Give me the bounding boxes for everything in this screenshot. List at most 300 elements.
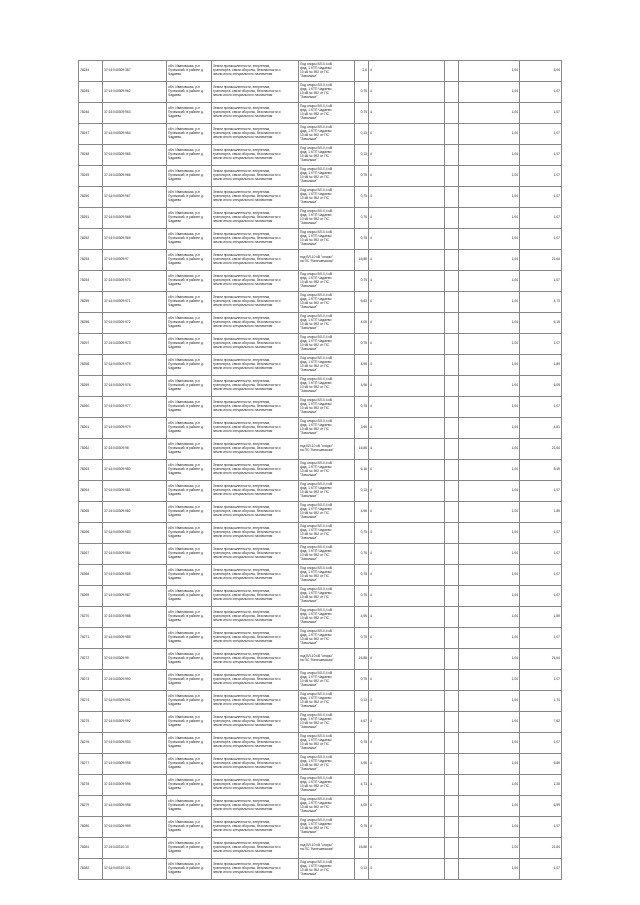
- land-registry-table: [78, 60, 562, 880]
- address-line: Пучежский, в районе д.: [168, 719, 204, 724]
- permitted-use-line: 10 кВ № 592 от ПС: [300, 637, 329, 641]
- address-line: обл. Ивановская, р-н: [168, 820, 200, 825]
- row-number: 78273: [79, 670, 103, 691]
- table-row: [79, 607, 562, 628]
- land-category: [212, 61, 299, 82]
- land-category: [212, 691, 299, 712]
- cadastral-number: 37:14:040309:996: [103, 775, 167, 796]
- land-category-line: Земли промышленности, энергетики,: [213, 736, 271, 741]
- permitted-use-line: 10 кВ № 592 от ПС: [300, 763, 329, 767]
- cadastral-number: 37:14:040309:97: [103, 250, 167, 271]
- cadastral-number: 37:14:040310:10: [103, 838, 167, 859]
- address-line: Чадаево: [168, 491, 182, 496]
- land-category-line: транспорта, связи обороны, безопасности и: [213, 782, 281, 787]
- permitted-use-line: "Заволжье": [300, 556, 318, 561]
- rate-value: 1,04: [459, 292, 520, 313]
- category-code: 4: [369, 376, 445, 397]
- table-row: [79, 670, 562, 691]
- permitted-use-line: "Заволжье": [300, 283, 318, 288]
- permitted-use-line: Под опоры ВЛ-0,4 кВ: [300, 419, 333, 424]
- permitted-use-line: фид. 1 КТП Чадаево: [300, 339, 332, 344]
- land-category-line: транспорта, связи обороны, безопасности и: [213, 257, 281, 262]
- permitted-use-line: Под опоры ВЛ-0,4 кВ: [300, 461, 333, 466]
- permitted-use: [299, 586, 355, 607]
- land-category-line: земли иного специального назначения: [213, 365, 273, 370]
- address-line: обл. Ивановская, р-н: [168, 547, 200, 552]
- category-code: 4: [369, 439, 445, 460]
- permitted-use-line: 10 кВ № 592 от ПС: [300, 532, 329, 536]
- permitted-use: [299, 502, 355, 523]
- address-line: Пучежский, в районе д.: [168, 89, 204, 94]
- table-row: [79, 691, 562, 712]
- permitted-use-line: Под опоры ВЛ-0,4 кВ: [300, 818, 333, 823]
- permitted-use-line: "Заволжье": [300, 157, 318, 162]
- permitted-use-line: Под опоры ВЛ-0,4 кВ: [300, 692, 333, 697]
- address-line: обл. Ивановская, р-н: [168, 652, 200, 657]
- category-code: 4: [369, 187, 445, 208]
- address: [167, 565, 212, 586]
- table-row: [79, 775, 562, 796]
- permitted-use: [299, 313, 355, 334]
- cadastral-number: 37:14:040309:981: [103, 481, 167, 502]
- permitted-use-line: 10 кВ № 592 от ПС: [300, 322, 329, 326]
- permitted-use-line: "Заволжье": [300, 808, 318, 813]
- permitted-use: [299, 838, 355, 859]
- permitted-use-line: 10 кВ № 592 от ПС: [300, 427, 329, 431]
- address: [167, 544, 212, 565]
- address: [167, 733, 212, 754]
- address-line: Чадаево: [168, 197, 182, 202]
- empty-cell: [445, 145, 459, 166]
- amount-value: 1,89: [520, 607, 562, 628]
- table-row: [79, 187, 562, 208]
- address-line: Пучежский, в районе д.: [168, 866, 204, 871]
- table-row: [79, 229, 562, 250]
- address-line: Пучежский, в районе д.: [168, 320, 204, 325]
- permitted-use-line: "Заволжье": [300, 388, 318, 393]
- land-category-line: транспорта, связи обороны, безопасности и: [213, 530, 281, 535]
- row-number: 78272: [79, 649, 103, 670]
- address: [167, 208, 212, 229]
- permitted-use-line: 10 кВ № 592 от ПС: [300, 595, 329, 599]
- permitted-use-line: фид. 1 КТП Чадаево: [300, 423, 332, 428]
- cadastral-number: 37:14:040309:995: [103, 754, 167, 775]
- land-category-line: Земли промышленности, энергетики,: [213, 85, 271, 90]
- land-category-line: транспорта, связи обороны, безопасности и: [213, 698, 281, 703]
- address-line: обл. Ивановская, р-н: [168, 505, 200, 510]
- permitted-use-line: "Заволжье": [300, 514, 318, 519]
- land-category-line: земли иного специального назначения: [213, 764, 273, 769]
- amount-value: 1,89: [520, 502, 562, 523]
- category-code: 4: [369, 250, 445, 271]
- area-value: 0,75: [355, 229, 369, 250]
- land-category-line: земли иного специального назначения: [213, 470, 273, 475]
- category-code: 4: [369, 712, 445, 733]
- permitted-use: [299, 103, 355, 124]
- amount-value: 1,07: [520, 82, 562, 103]
- land-category-line: земли иного специального назначения: [213, 743, 273, 748]
- address: [167, 439, 212, 460]
- address-line: Чадаево: [168, 722, 182, 727]
- address-line: обл. Ивановская, р-н: [168, 694, 200, 699]
- land-category: [212, 607, 299, 628]
- address-line: обл. Ивановская, р-н: [168, 610, 200, 615]
- permitted-use-line: фид. 1 КТП Чадаево: [300, 234, 332, 239]
- permitted-use-line: фид. 1 КТП Чадаево: [300, 780, 332, 785]
- permitted-use-line: фид. 1 КТП Чадаево: [300, 612, 332, 617]
- land-category: [212, 460, 299, 481]
- land-category-line: Земли промышленности, энергетики,: [213, 568, 271, 573]
- address-line: Пучежский, в районе д.: [168, 173, 204, 178]
- table-row: [79, 208, 562, 229]
- empty-cell: [445, 124, 459, 145]
- permitted-use-line: фид. 1 КТП Чадаево: [300, 591, 332, 596]
- area-value: 0,13: [355, 481, 369, 502]
- permitted-use-line: Под опоры ВЛ-0,4 кВ: [300, 146, 333, 151]
- rate-value: 1,04: [459, 838, 520, 859]
- permitted-use-line: Под опоры ВЛ-0,4 кВ: [300, 272, 333, 277]
- land-category: [212, 313, 299, 334]
- address: [167, 229, 212, 250]
- cadastral-number: 37:14:040309:972: [103, 313, 167, 334]
- address-line: Чадаево: [168, 176, 182, 181]
- cadastral-number: 37:14:040309:963: [103, 103, 167, 124]
- rate-value: 1,04: [459, 145, 520, 166]
- address-line: Пучежский, в районе д.: [168, 404, 204, 409]
- address-line: обл. Ивановская, р-н: [168, 106, 200, 111]
- rate-value: 1,04: [459, 796, 520, 817]
- empty-cell: [445, 439, 459, 460]
- area-value: 0,75: [355, 670, 369, 691]
- table-row: [79, 859, 562, 880]
- row-number: 78268: [79, 565, 103, 586]
- land-category: [212, 250, 299, 271]
- rate-value: 1,04: [459, 250, 520, 271]
- permitted-use-line: Под опоры ВЛ-0,4 кВ: [300, 314, 333, 319]
- table-body: [79, 61, 562, 880]
- permitted-use-line: Под опоры ВЛ-0,4 кВ: [300, 860, 333, 865]
- empty-cell: [445, 796, 459, 817]
- land-category-line: земли иного специального назначения: [213, 218, 273, 223]
- permitted-use-line: фид. 1 КТП Чадаево: [300, 759, 332, 764]
- land-category-line: Земли промышленности, энергетики,: [213, 274, 271, 279]
- table-row: [79, 565, 562, 586]
- permitted-use-line: фид. 1 КТП Чадаево: [300, 696, 332, 701]
- row-number: 78261: [79, 418, 103, 439]
- land-category-line: Земли промышленности, энергетики,: [213, 673, 271, 678]
- land-category-line: земли иного специального назначения: [213, 302, 273, 307]
- cadastral-number: 37:14:040309:983: [103, 523, 167, 544]
- address-line: Чадаево: [168, 869, 182, 874]
- category-code: 4: [369, 775, 445, 796]
- empty-cell: [445, 229, 459, 250]
- address-line: обл. Ивановская, р-н: [168, 526, 200, 531]
- address-line: Чадаево: [168, 512, 182, 517]
- table-row: [79, 103, 562, 124]
- address: [167, 166, 212, 187]
- permitted-use: [299, 439, 355, 460]
- permitted-use-line: 10 кВ № 592 от ПС: [300, 826, 329, 830]
- permitted-use-line: фид. 1 КТП Чадаево: [300, 402, 332, 407]
- land-category: [212, 334, 299, 355]
- rate-value: 1,04: [459, 502, 520, 523]
- address-line: Пучежский, в районе д.: [168, 824, 204, 829]
- address: [167, 523, 212, 544]
- table-row: [79, 250, 562, 271]
- table-row: [79, 166, 562, 187]
- rate-value: 1,04: [459, 124, 520, 145]
- rate-value: 1,04: [459, 439, 520, 460]
- empty-cell: [445, 670, 459, 691]
- address-line: Чадаево: [168, 134, 182, 139]
- category-code: 4: [369, 607, 445, 628]
- rate-value: 1,04: [459, 103, 520, 124]
- rate-value: 1,04: [459, 271, 520, 292]
- permitted-use-line: 10 кВ № 592 от ПС: [300, 742, 329, 746]
- permitted-use-line: 10 кВ № 592 от ПС: [300, 112, 329, 116]
- permitted-use-line: 10 кВ № 592 от ПС: [300, 196, 329, 200]
- permitted-use: [299, 61, 355, 82]
- empty-cell: [445, 733, 459, 754]
- address-line: обл. Ивановская, р-н: [168, 484, 200, 489]
- address: [167, 418, 212, 439]
- address-line: Чадаево: [168, 71, 182, 76]
- row-number: 78269: [79, 586, 103, 607]
- address-line: Пучежский, в районе д.: [168, 362, 204, 367]
- address: [167, 670, 212, 691]
- row-number: 78247: [79, 124, 103, 145]
- land-category-line: земли иного специального назначения: [213, 554, 273, 559]
- amount-value: 1,07: [520, 544, 562, 565]
- address-line: Пучежский, в районе д.: [168, 110, 204, 115]
- cadastral-number: 37:14:040309:985: [103, 565, 167, 586]
- land-category-line: транспорта, связи обороны, безопасности и: [213, 215, 281, 220]
- row-number: 78259: [79, 376, 103, 397]
- land-category-line: Земли промышленности, энергетики,: [213, 799, 271, 804]
- amount-value: 21,64: [520, 838, 562, 859]
- land-category: [212, 439, 299, 460]
- amount-value: 1,07: [520, 103, 562, 124]
- address-line: Чадаево: [168, 386, 182, 391]
- permitted-use: [299, 670, 355, 691]
- area-value: 0,75: [355, 523, 369, 544]
- land-category-line: транспорта, связи обороны, безопасности и: [213, 278, 281, 283]
- category-code: 4: [369, 355, 445, 376]
- category-code: 4: [369, 292, 445, 313]
- amount-value: 1,07: [520, 124, 562, 145]
- address-line: Чадаево: [168, 701, 182, 706]
- address-line: обл. Ивановская, р-н: [168, 400, 200, 405]
- rate-value: 1,04: [459, 460, 520, 481]
- address: [167, 691, 212, 712]
- amount-value: 1,89: [520, 355, 562, 376]
- area-value: 4,73: [355, 775, 369, 796]
- address: [167, 502, 212, 523]
- land-category-line: транспорта, связи обороны, безопасности и: [213, 593, 281, 598]
- land-category-line: транспорта, связи обороны, безопасности и: [213, 509, 281, 514]
- row-number: 78264: [79, 481, 103, 502]
- area-value: 0,75: [355, 565, 369, 586]
- permitted-use-line: 10 кВ № 592 от ПС: [300, 574, 329, 578]
- address: [167, 817, 212, 838]
- table-row: [79, 439, 562, 460]
- address: [167, 250, 212, 271]
- address-line: Чадаево: [168, 155, 182, 160]
- address-line: Чадаево: [168, 848, 182, 853]
- land-category: [212, 355, 299, 376]
- address-line: обл. Ивановская, р-н: [168, 379, 200, 384]
- empty-cell: [445, 607, 459, 628]
- land-category-line: земли иного специального назначения: [213, 701, 273, 706]
- amount-value: 1,07: [520, 397, 562, 418]
- amount-value: 1,07: [520, 229, 562, 250]
- permitted-use-line: фид. 1 КТП Чадаево: [300, 717, 332, 722]
- permitted-use-line: фид. 1 КТП Чадаево: [300, 864, 332, 869]
- area-value: 16,88: [355, 439, 369, 460]
- table-row: [79, 754, 562, 775]
- permitted-use-line: фид. 1 КТП Чадаево: [300, 570, 332, 575]
- permitted-use-line: Под опоры ВЛ-0,4 кВ: [300, 608, 333, 613]
- table-row: [79, 649, 562, 670]
- cadastral-number: 37:14:040309:990: [103, 670, 167, 691]
- cadastral-number: 37:14:040309:989: [103, 628, 167, 649]
- address-line: Пучежский, в районе д.: [168, 593, 204, 598]
- permitted-use: [299, 649, 355, 670]
- row-number: 78245: [79, 82, 103, 103]
- category-code: 4: [369, 859, 445, 880]
- amount-value: 6,89: [520, 754, 562, 775]
- permitted-use-line: 10 кВ № 592 от ПС: [300, 70, 329, 74]
- land-category-line: земли иного специального назначения: [213, 428, 273, 433]
- empty-cell: [445, 838, 459, 859]
- permitted-use-line: Под опоры ВЛ-0,4 кВ: [300, 125, 333, 130]
- permitted-use-line: на ПС "Кинешемская": [300, 448, 334, 452]
- table-row: [79, 334, 562, 355]
- cadastral-number: 37:14:040309:98: [103, 439, 167, 460]
- permitted-use-line: фид. 1 КТП Чадаево: [300, 381, 332, 386]
- permitted-use-line: 10 кВ № 592 от ПС: [300, 364, 329, 368]
- permitted-use-line: на ПС "Кинешемская": [300, 658, 334, 662]
- permitted-use: [299, 355, 355, 376]
- address-line: обл. Ивановская, р-н: [168, 631, 200, 636]
- land-category-line: Земли промышленности, энергетики,: [213, 190, 271, 195]
- land-category-line: Земли промышленности, энергетики,: [213, 631, 271, 636]
- permitted-use-line: Под опоры ВЛ-0,4 кВ: [300, 356, 333, 361]
- permitted-use-line: 10 кВ № 592 от ПС: [300, 343, 329, 347]
- address: [167, 796, 212, 817]
- cadastral-number: 37:14:040309:992: [103, 712, 167, 733]
- land-category-line: земли иного специального назначения: [213, 260, 273, 265]
- land-category-line: Земли промышленности, энергетики,: [213, 526, 271, 531]
- permitted-use-line: Под опоры ВЛ-0,4 кВ: [300, 482, 333, 487]
- category-code: 4: [369, 145, 445, 166]
- empty-cell: [445, 544, 459, 565]
- rate-value: 1,04: [459, 817, 520, 838]
- address-line: Пучежский, в районе д.: [168, 467, 204, 472]
- land-category-line: Земли промышленности, энергетики,: [213, 505, 271, 510]
- permitted-use: [299, 733, 355, 754]
- empty-cell: [445, 103, 459, 124]
- permitted-use-line: 10 кВ № 592 от ПС: [300, 385, 329, 389]
- category-code: 4: [369, 460, 445, 481]
- rate-value: 1,04: [459, 649, 520, 670]
- rate-value: 1,04: [459, 82, 520, 103]
- land-category-line: Земли промышленности, энергетики,: [213, 484, 271, 489]
- land-category-line: земли иного специального назначения: [213, 323, 273, 328]
- address-line: Пучежский, в районе д.: [168, 740, 204, 745]
- land-category: [212, 712, 299, 733]
- empty-cell: [445, 355, 459, 376]
- permitted-use-line: фид. 1 КТП Чадаево: [300, 276, 332, 281]
- address-line: Пучежский, в районе д.: [168, 698, 204, 703]
- address-line: Пучежский, в районе д.: [168, 425, 204, 430]
- permitted-use: [299, 712, 355, 733]
- empty-cell: [445, 292, 459, 313]
- cadastral-number: 37:14:040309:971: [103, 292, 167, 313]
- permitted-use-line: Под опоры ВЛ-0,4 кВ: [300, 734, 333, 739]
- address-line: обл. Ивановская, р-н: [168, 715, 200, 720]
- land-category: [212, 292, 299, 313]
- land-category-line: земли иного специального назначения: [213, 638, 273, 643]
- permitted-use-line: "Заволжье": [300, 325, 318, 330]
- row-number: 78267: [79, 544, 103, 565]
- amount-value: 1,07: [520, 733, 562, 754]
- land-category-line: Земли промышленности, энергетики,: [213, 211, 271, 216]
- area-value: 4,96: [355, 355, 369, 376]
- category-code: 4: [369, 481, 445, 502]
- row-number: 78254: [79, 271, 103, 292]
- land-category-line: земли иного специального назначения: [213, 575, 273, 580]
- permitted-use-line: Под опоры ВЛ-0,4 кВ: [300, 776, 333, 781]
- address: [167, 61, 212, 82]
- permitted-use-line: Под опоры ВЛ-0,4 кВ: [300, 335, 333, 340]
- cadastral-number: 37:14:040309:973: [103, 334, 167, 355]
- amount-value: 6,15: [520, 313, 562, 334]
- address-line: Чадаево: [168, 113, 182, 118]
- table-row: [79, 544, 562, 565]
- area-value: 0,75: [355, 103, 369, 124]
- cadastral-number: 37:14:040309:976: [103, 376, 167, 397]
- rate-value: 1,04: [459, 166, 520, 187]
- land-category-line: Земли промышленности, энергетики,: [213, 757, 271, 762]
- land-category-line: земли иного специального назначения: [213, 281, 273, 286]
- empty-cell: [445, 502, 459, 523]
- permitted-use-line: Под опоры ВЛ-0,4 кВ: [300, 671, 333, 676]
- address-line: Чадаево: [168, 344, 182, 349]
- area-value: 4,96: [355, 607, 369, 628]
- address-line: обл. Ивановская, р-н: [168, 442, 200, 447]
- land-category-line: Земли промышленности, энергетики,: [213, 589, 271, 594]
- permitted-use-line: 10 кВ № 592 от ПС: [300, 301, 329, 305]
- category-code: 4: [369, 271, 445, 292]
- area-value: 0,75: [355, 544, 369, 565]
- permitted-use-line: "Заволжье": [300, 73, 318, 78]
- category-code: 4: [369, 313, 445, 334]
- rate-value: 1,04: [459, 187, 520, 208]
- land-category-line: транспорта, связи обороны, безопасности и: [213, 635, 281, 640]
- permitted-use-line: 10 кВ № 592 от ПС: [300, 133, 329, 137]
- permitted-use-line: Под опоры ВЛ-0,4 кВ: [300, 167, 333, 172]
- land-category-line: земли иного специального назначения: [213, 407, 273, 412]
- permitted-use-line: фид. 1 КТП Чадаево: [300, 801, 332, 806]
- permitted-use-line: фид. 1 КТП Чадаево: [300, 297, 332, 302]
- permitted-use-line: "Заволжье": [300, 115, 318, 120]
- amount-value: 1,07: [520, 145, 562, 166]
- row-number: 78276: [79, 733, 103, 754]
- permitted-use-line: Под опоры ВЛ-0,4 кВ: [300, 293, 333, 298]
- permitted-use-line: фид. 1 КТП Чадаево: [300, 528, 332, 533]
- permitted-use-line: "Заволжье": [300, 829, 318, 834]
